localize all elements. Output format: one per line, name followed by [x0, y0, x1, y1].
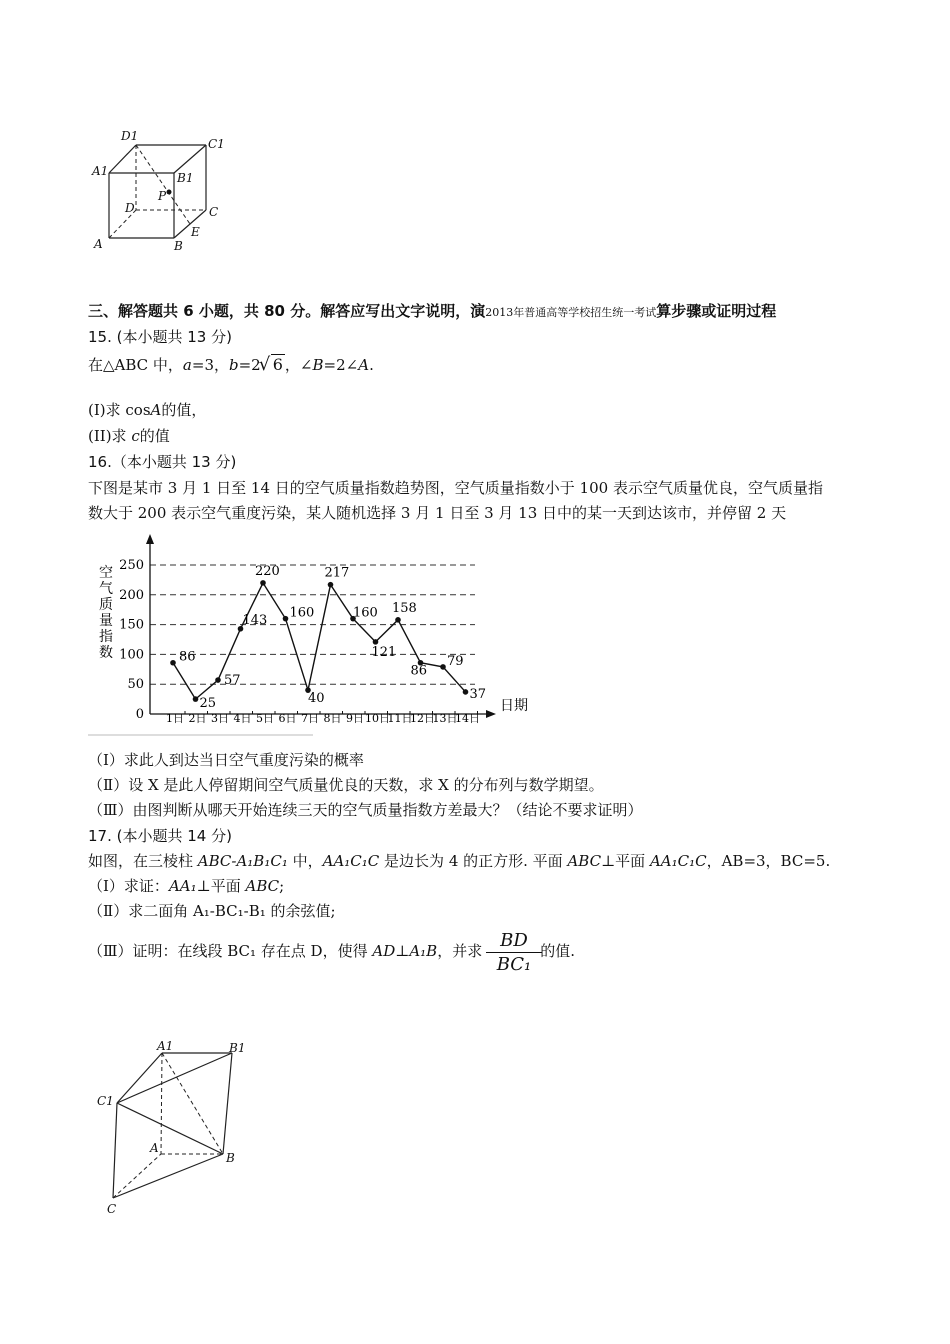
- cube-figure: [88, 118, 238, 258]
- q16-line2: 数大于 200 表示空气重度污染，某人随机选择 3 月 1 日至 3 月 13 日中的某一天到达该市，并停留 2 天: [88, 504, 787, 522]
- q15-statement: 在△ABC 中，a=3，b=2√ 6 ，∠B=2∠A.: [88, 355, 374, 375]
- label-a1: A1: [157, 1040, 174, 1053]
- label-e: E: [191, 225, 200, 239]
- y-axis-label-char: 指: [99, 629, 113, 645]
- y-tick-labels: [119, 558, 144, 722]
- y-axis-arrow: [146, 534, 154, 544]
- fraction-bd-bc1: [486, 930, 542, 977]
- q17-part1: （Ⅰ）求证：AA₁⊥平面 ABC;: [88, 877, 285, 895]
- data-label: 143: [242, 612, 268, 628]
- data-point: [328, 582, 334, 588]
- q17-statement: 如图，在三棱柱 ABC-A₁B₁C₁ 中，AA₁C₁C 是边长为 4 的正方形. 平面 ABC⊥平面 AA₁C₁C，AB=3，BC=5.: [88, 852, 831, 870]
- q17-part2: （Ⅱ）求二面角 A₁-BC₁-B₁ 的余弦值;: [88, 902, 336, 920]
- q17-part3: （Ⅲ）证明：在线段 BC₁ 存在点 D，使得 AD⊥A₁B，并求 的值.: [88, 942, 575, 960]
- label-b1: B1: [229, 1041, 246, 1055]
- y-tick-label: 250: [119, 558, 144, 573]
- q15-part1: (I)求 cosA的值，: [88, 401, 207, 419]
- label-c: C: [107, 1202, 117, 1215]
- x-tick-label: 9日: [346, 712, 364, 725]
- label-a1: A1: [92, 164, 109, 178]
- q15-title: 15. (本小题共 13 分): [88, 328, 232, 346]
- x-tick-labels: [166, 711, 480, 725]
- x-tick-label: 13日: [432, 712, 458, 725]
- label-b1: B1: [177, 171, 194, 185]
- q16-part3: （Ⅲ）由图判断从哪天开始连续三天的空气质量指数方差最大？（结论不要求证明）: [88, 801, 643, 819]
- data-point: [260, 580, 266, 586]
- data-label: 86: [179, 649, 196, 665]
- q16-part2: （Ⅱ）设 X 是此人停留期间空气质量优良的天数，求 X 的分布列与数学期望。: [88, 776, 604, 794]
- x-tick-label: 8日: [323, 712, 342, 725]
- data-label: 40: [308, 691, 325, 707]
- data-label: 86: [410, 663, 428, 679]
- y-axis-label-char: 气: [99, 581, 113, 597]
- data-label: 220: [255, 563, 280, 579]
- q16-line1: 下图是某市 3 月 1 日至 14 日的空气质量指数趋势图，空气质量指数小于 100 表示空气质量优良，空气质量指: [88, 479, 823, 497]
- q16-title: 16.（本小题共 13 分): [88, 453, 237, 471]
- x-tick-label: 5日: [256, 712, 274, 725]
- x-tick-label: 14日: [455, 712, 480, 725]
- label-b: B: [174, 239, 183, 253]
- x-tick-label: 12日: [410, 712, 435, 725]
- data-point: [395, 617, 401, 623]
- y-axis-label-char: 质: [99, 597, 113, 613]
- data-label: 57: [224, 673, 241, 689]
- y-tick-label: 50: [127, 677, 144, 693]
- y-axis-label-char: 数: [99, 645, 113, 661]
- y-axis-label: [99, 564, 113, 661]
- label-c: C: [209, 205, 219, 219]
- x-tick-label: 2日: [188, 712, 207, 725]
- y-tick-label: 100: [119, 647, 144, 663]
- label-d: D: [125, 201, 135, 215]
- label-b: B: [226, 1151, 235, 1165]
- y-tick-label: 200: [119, 587, 144, 603]
- point-p: [167, 190, 172, 195]
- x-tick-label: 10日: [365, 712, 390, 725]
- label-c1: C1: [97, 1094, 114, 1108]
- data-point: [463, 689, 469, 695]
- data-point: [283, 616, 289, 622]
- fraction-numerator: BD: [486, 930, 542, 953]
- q16-part1: （Ⅰ）求此人到达当日空气重度污染的概率: [88, 751, 364, 769]
- fraction-denominator: BC₁: [496, 954, 532, 975]
- x-tick-label: 6日: [278, 712, 297, 725]
- label-a: A: [94, 237, 103, 251]
- y-axis-label-char: 量: [99, 613, 113, 629]
- data-label: 37: [469, 686, 487, 702]
- data-label: 160: [289, 605, 315, 621]
- data-label: 158: [392, 600, 417, 616]
- data-label: 160: [353, 605, 378, 621]
- data-label: 79: [447, 653, 464, 669]
- section-heading: 三、解答题共 6 小题，共 80 分。解答应写出文字说明，演2013年普通高等学校招生统一考试算步骤或证明过程: [88, 302, 777, 320]
- sqrt-expression: √ 6: [261, 355, 285, 375]
- data-point: [170, 660, 176, 666]
- x-axis-arrow: [486, 710, 496, 718]
- q17-title: 17. (本小题共 14 分): [88, 827, 232, 845]
- y-axis-label-char: 空: [99, 565, 113, 581]
- x-tick-label: 11日: [387, 712, 413, 725]
- label-p: P: [158, 189, 167, 203]
- x-tick-label: 7日: [301, 712, 319, 725]
- aqi-chart: [88, 530, 548, 738]
- data-label: 217: [324, 565, 350, 581]
- chart-axes: [88, 534, 496, 735]
- y-tick-label: 150: [119, 617, 144, 633]
- label-c1: C1: [208, 137, 225, 151]
- data-label: 25: [199, 696, 217, 712]
- data-point: [373, 639, 379, 645]
- x-tick-label: 3日: [211, 712, 229, 725]
- x-tick-label: 1日: [166, 712, 184, 725]
- q15-part2: (II)求 c的值: [88, 427, 170, 445]
- data-label: 121: [371, 644, 397, 660]
- prism-figure: [95, 1040, 265, 1215]
- label-a: A: [150, 1141, 159, 1155]
- data-points: [170, 580, 468, 702]
- x-axis-label: 日期: [500, 698, 528, 714]
- data-point: [440, 664, 446, 670]
- data-point: [193, 696, 199, 702]
- y-tick-label: 0: [135, 707, 144, 722]
- label-d1: D1: [121, 129, 139, 143]
- data-point: [215, 677, 221, 683]
- x-tick-label: 4日: [233, 712, 252, 725]
